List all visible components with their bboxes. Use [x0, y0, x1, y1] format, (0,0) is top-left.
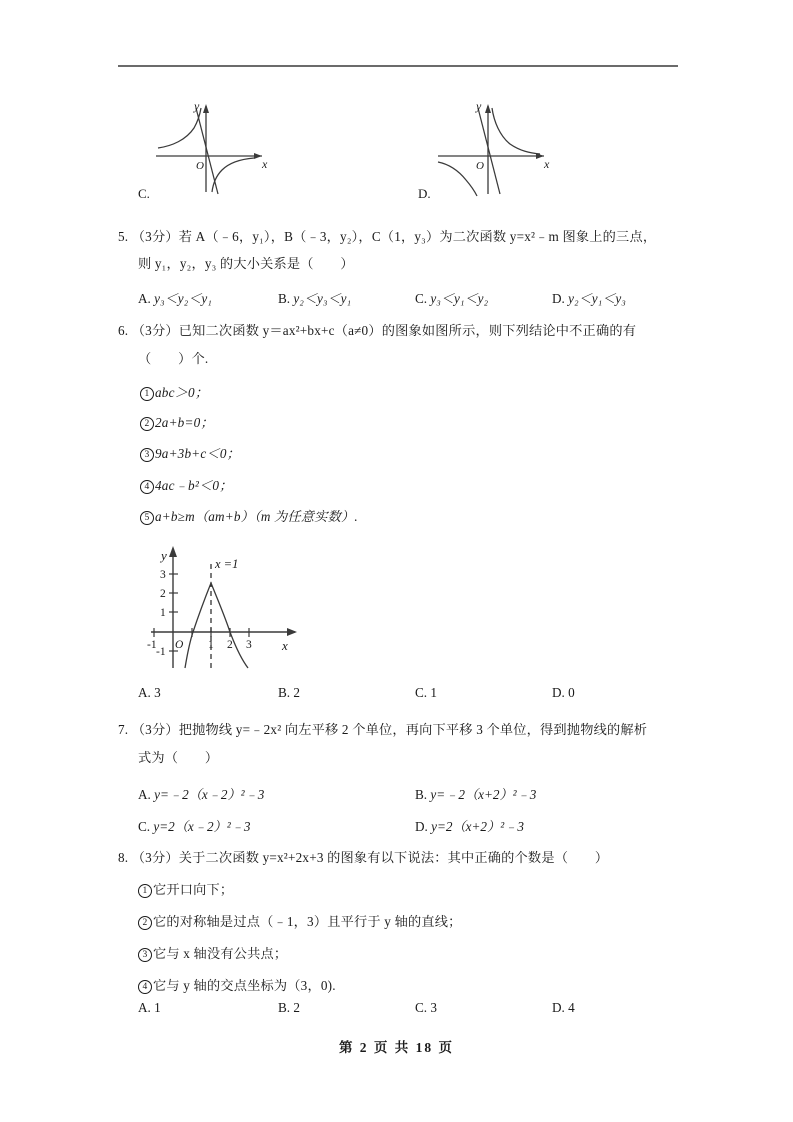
axis-label-x-d: x — [544, 157, 550, 171]
question-6-option-c[interactable]: C. 1 — [415, 685, 437, 700]
x-tick-neg1: -1 — [147, 639, 157, 651]
circled-number-2-icon: 2 — [140, 417, 154, 431]
circled-number-1-icon: 1 — [138, 884, 152, 898]
axis-label-y-c: y — [194, 99, 200, 113]
question-7-option-c[interactable]: C. y=2（x﹣2）²﹣3 — [138, 819, 251, 834]
figure-option-d — [432, 96, 562, 196]
axis-label-x-c: x — [262, 157, 268, 171]
question-5-option-a[interactable]: A. y₃＜y₂＜y₁ — [138, 291, 212, 306]
question-6-statement-2: 2 2a+b=0； — [140, 414, 214, 431]
question-6-statement-3: 3 9a+3b+c＜0； — [140, 445, 240, 462]
question-8-number: 8 — [118, 850, 125, 865]
option-d-label[interactable]: D. — [418, 186, 431, 201]
question-6-option-b[interactable]: B. 2 — [278, 685, 300, 700]
question-6-option-d[interactable]: D. 0 — [552, 685, 575, 700]
parabola-graph-svg — [145, 536, 320, 671]
question-5-stem-line-1: 5. （3分）若 A（﹣6，y₁），B（﹣3，y₂），C（1，y₃）为二次函数 y=x²﹣m 图象上的三点， — [118, 229, 657, 244]
x-tick-3: 3 — [246, 639, 252, 651]
question-8-statement-2: 2 它的对称轴是过点（﹣1，3）且平行于 y 轴的直线； — [138, 913, 462, 930]
question-8-statement-3: 3 它与 x 轴没有公共点； — [138, 945, 287, 962]
y-tick-3: 3 — [160, 569, 166, 581]
question-8-option-d[interactable]: D. 4 — [552, 1000, 575, 1015]
question-7-option-d[interactable]: D. y=2（x+2）²﹣3 — [415, 819, 524, 834]
page-header-rule — [118, 65, 678, 67]
question-8-options — [118, 1000, 678, 1018]
question-5-number: 5 — [118, 229, 125, 244]
question-7-marks: （3分） — [131, 722, 179, 737]
question-7-stem-line-1: 7. （3分）把抛物线 y=﹣2x² 向左平移 2 个单位，再向下平移 3 个单位，得到抛物线的解析 — [118, 722, 648, 737]
axis-label-y-parabola: y — [161, 548, 167, 563]
question-5-option-d[interactable]: D. y₂＜y₁＜y₃ — [552, 291, 626, 306]
circled-number-4-icon: 4 — [138, 980, 152, 994]
figure-option-c — [150, 96, 280, 196]
axis-of-symmetry-label: x =1 — [215, 557, 239, 571]
y-tick-1: 1 — [160, 607, 166, 619]
circled-number-3-icon: 3 — [138, 948, 152, 962]
question-6-stem-line-2: （ ）个. — [138, 351, 209, 366]
axis-label-x-parabola: x — [282, 638, 288, 653]
x-tick-1: 1 — [208, 639, 214, 651]
question-5-marks: （3分） — [131, 229, 179, 244]
origin-label-d: O — [476, 160, 484, 172]
question-7-option-a[interactable]: A. y=﹣2（x﹣2）²﹣3 — [138, 787, 265, 802]
question-7-stem-line-2: 式为（ ） — [138, 750, 219, 765]
question-6-statement-1: 1 abc＞0； — [140, 384, 208, 401]
graph-option-c-svg — [150, 96, 280, 196]
question-6-stem-line-1: 6. （3分）已知二次函数 y＝ax²+bx+c（a≠0）的图象如图所示，则下列结论中不正确的有 — [118, 323, 637, 338]
question-8-statement-4: 4 它与 y 轴的交点坐标为（3，0). — [138, 977, 336, 994]
question-8-option-c[interactable]: C. 3 — [415, 1000, 437, 1015]
figure-question-6-parabola — [145, 536, 320, 671]
question-5-stem-text-1: 若 A（﹣6，y₁），B（﹣3，y₂），C（1，y₃）为二次函数 y=x²﹣m 图象上的三点， — [178, 229, 657, 244]
page-footer: 第 2 页 共 18 页 — [338, 1040, 455, 1055]
graph-option-d-svg — [432, 96, 562, 196]
question-6-options — [118, 685, 678, 703]
x-tick-2: 2 — [227, 639, 233, 651]
question-5-option-c[interactable]: C. y₃＜y₁＜y₂ — [415, 291, 489, 306]
question-6-statement-4: 4 4ac﹣b²＜0； — [140, 477, 233, 494]
question-5-stem-line-2: 则 y₁，y₂，y₃ 的大小关系是（ ） — [138, 256, 354, 271]
question-8-option-a[interactable]: A. 1 — [138, 1000, 161, 1015]
question-8-stem-line-1: 8. （3分）关于二次函数 y=x²+2x+3 的图象有以下说法：其中正确的个数是（ ） — [118, 850, 609, 865]
question-7-options-row-2 — [118, 816, 678, 834]
option-c-label[interactable]: C. — [138, 186, 150, 201]
question-7-stem-text-1: 把抛物线 y=﹣2x² 向左平移 2 个单位，再向下平移 3 个单位，得到抛物线的解析 — [178, 722, 648, 737]
question-5-options — [118, 288, 678, 306]
question-7-option-b[interactable]: B. y=﹣2（x+2）²﹣3 — [415, 787, 537, 802]
question-6-number: 6 — [118, 323, 125, 338]
question-7-number: 7 — [118, 722, 125, 737]
circled-number-3-icon: 3 — [140, 448, 154, 462]
question-6-statement-5: 5 a+b≥m（am+b）（m 为任意实数）. — [140, 508, 358, 525]
origin-label-parabola: O — [175, 639, 184, 651]
axis-label-y-d: y — [476, 99, 482, 113]
question-8-statement-1: 1 它开口向下； — [138, 881, 233, 898]
question-8-option-b[interactable]: B. 2 — [278, 1000, 300, 1015]
y-tick-2: 2 — [160, 588, 166, 600]
circled-number-1-icon: 1 — [140, 387, 154, 401]
question-8-stem-text-1: 关于二次函数 y=x²+2x+3 的图象有以下说法：其中正确的个数是（ ） — [178, 850, 609, 865]
question-6-marks: （3分） — [131, 323, 179, 338]
origin-label-c: O — [196, 160, 204, 172]
question-5-option-b[interactable]: B. y₂＜y₃＜y₁ — [278, 291, 352, 306]
question-6-stem-text-1: 已知二次函数 y＝ax²+bx+c（a≠0）的图象如图所示，则下列结论中不正确的有 — [178, 323, 637, 338]
question-6-option-a[interactable]: A. 3 — [138, 685, 161, 700]
circled-number-5-icon: 5 — [140, 511, 154, 525]
y-tick-neg1: -1 — [156, 646, 166, 658]
circled-number-4-icon: 4 — [140, 480, 154, 494]
question-8-marks: （3分） — [131, 850, 179, 865]
circled-number-2-icon: 2 — [138, 916, 152, 930]
question-7-options-row-1 — [118, 784, 678, 802]
